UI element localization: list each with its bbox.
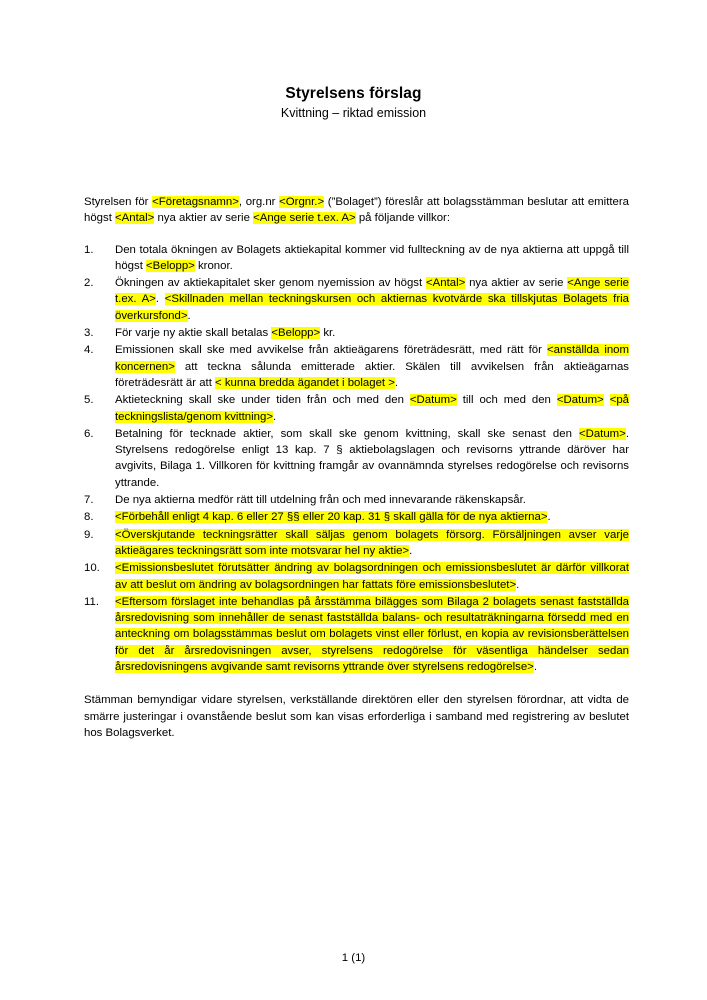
highlighted-placeholder: <Belopp> bbox=[271, 327, 321, 340]
clause-item bbox=[84, 594, 629, 675]
page-number: 1 (1) bbox=[341, 952, 366, 964]
highlighted-placeholder: <Antal> bbox=[425, 277, 466, 290]
highlighted-placeholder: <Ange serie t.ex. A> bbox=[253, 212, 356, 225]
clause-text: <Förbehåll enligt 4 kap. 6 eller 27 §§ eller 20 kap. 31 § skall gälla för de nya aktierna>. bbox=[115, 511, 551, 524]
highlighted-placeholder: < kunna bredda ägandet i bolaget > bbox=[215, 376, 395, 389]
page-title: Styrelsens förslag bbox=[285, 85, 422, 102]
clause-text: <Eftersom förslaget inte behandlas på årsstämma bilägges som Bilaga 2 bolagets senast fastställda årsredovisning som innehåller de senast fastställda balans- och resultaträkningarna försedd med en anteckning om bolagsstämmas beslut om bolagets vinst eller förlust, en kopia av revisionsberättelsen för det år årsredovisningen avser, styrelsens redogörelse för väsentliga händelser sedan årsredovisningens avgivande samt revisorns yttrande över styrelsens redogörelse>. bbox=[115, 595, 629, 674]
highlighted-placeholder: <Förbehåll enligt 4 kap. 6 eller 27 §§ eller 20 kap. 31 § skall gälla för de nya aktierna> bbox=[115, 511, 548, 524]
clause-item bbox=[84, 426, 629, 491]
highlighted-placeholder: <Skillnaden mellan teckningskursen och aktiernas kvotvärde ska tillskjutas Bolagets fria överkursfond> bbox=[115, 293, 629, 322]
clause-item bbox=[84, 527, 629, 560]
clause-text: Den totala ökningen av Bolagets aktiekapital kommer vid fullteckning av de nya aktierna att uppgå till högst <Belopp> kronor. bbox=[115, 243, 629, 272]
highlighted-placeholder: <Eftersom förslaget inte behandlas på årsstämma bilägges som Bilaga 2 bolagets senast fastställda årsredovisning som innehåller de senast fastställda balans- och resultaträkningarna försedd med en anteckning om bolagsstämmas beslut om bolagets vinst eller förlust, en kopia av revisionsberättelsen för det år årsredovisningen avser, styrelsens redogörelse för väsentliga händelser sedan årsredovisningens avgivande samt revisorns yttrande över styrelsens redogörelse> bbox=[115, 595, 629, 674]
clause-number: 10. bbox=[84, 562, 100, 575]
highlighted-placeholder: <Överskjutande teckningsrätter skall säljas genom bolagets försorg. Försäljningen avser varje aktieägares teckningsrätt som inte motsvarar hel ny aktie> bbox=[115, 528, 629, 557]
clause-item bbox=[84, 560, 629, 593]
clause-text: <Överskjutande teckningsrätter skall säljas genom bolagets försorg. Försäljningen avser varje aktieägares teckningsrätt som inte motsvarar hel ny aktie>. bbox=[115, 528, 629, 557]
clause-number: 3. bbox=[84, 327, 94, 340]
clause-item bbox=[84, 325, 629, 341]
clause-number: 11. bbox=[84, 595, 99, 608]
clause-text: Emissionen skall ske med avvikelse från aktieägarens företrädesrätt, med rätt för <anställda inom koncernen> att teckna sålunda emitterade aktier. Skälen till avvikelsen från aktieägarnas företrädesrätt är att < kunna bredda ägandet i bolaget >. bbox=[115, 344, 630, 389]
clause-number: 1. bbox=[84, 243, 94, 256]
clause-text: För varje ny aktie skall betalas <Belopp> kr. bbox=[115, 327, 336, 340]
document-body bbox=[0, 194, 707, 741]
clause-number: 2. bbox=[84, 277, 94, 290]
clause-number: 6. bbox=[84, 427, 94, 440]
clause-text: Aktieteckning skall ske under tiden från och med den <Datum> till och med den <Datum> <på teckningslista/genom kvittning>. bbox=[115, 394, 630, 423]
highlighted-placeholder: <Ange serie t.ex. A> bbox=[115, 277, 630, 306]
highlighted-placeholder: <Orgnr.> bbox=[279, 196, 325, 208]
clause-list bbox=[84, 242, 629, 676]
page-subtitle: Kvittning – riktad emission bbox=[280, 106, 427, 121]
clause-text: <Emissionsbeslutet förutsätter ändring av bolagsordningen och emissionsbeslutet är därför villkorat av att beslut om ändring av bolagsordningen har fattats före emissionsbeslutet>. bbox=[115, 562, 629, 591]
document-header bbox=[0, 84, 707, 122]
clause-text: De nya aktierna medför rätt till utdelning från och med innevarande räkenskapsår. bbox=[115, 494, 526, 507]
clause-number: 7. bbox=[84, 494, 94, 507]
clause-text: Betalning för tecknade aktier, som skall ske genom kvittning, skall ske senast den <Datum>. Styrelsens redogörelse enligt 13 kap. 7 § aktiebolagslagen och revisorns yttrande däröver har avgivits, Bilaga 1. Villkoren för kvittning framgår av ovannämnda styrelses redogörelse och revisorns yttrande. bbox=[115, 427, 629, 489]
clause-item bbox=[84, 342, 629, 391]
highlighted-placeholder: <Emissionsbeslutet förutsätter ändring av bolagsordningen och emissionsbeslutet är därför villkorat av att beslut om ändring av bolagsordningen har fattats före emissionsbeslutet> bbox=[115, 562, 629, 591]
highlighted-placeholder: <Datum> bbox=[556, 394, 604, 407]
highlighted-placeholder: <Företagsnamn> bbox=[152, 196, 239, 208]
clause-number: 5. bbox=[84, 394, 94, 407]
clause-item bbox=[84, 492, 629, 508]
highlighted-placeholder: <på teckningslista/genom kvittning> bbox=[115, 394, 630, 423]
highlighted-placeholder: <Datum> bbox=[409, 394, 457, 407]
clause-item bbox=[84, 392, 629, 425]
clause-item bbox=[84, 509, 629, 525]
highlighted-placeholder: <Datum> bbox=[578, 427, 626, 440]
intro-paragraph: Styrelsen för <Företagsnamn>, org.nr <Orgnr.> (”Bolaget”) föreslår att bolagsstämman beslutar att emittera högst <Antal> nya aktier av serie <Ange serie t.ex. A> på följande villkor: bbox=[84, 196, 629, 225]
clause-number: 8. bbox=[84, 511, 94, 524]
clause-text: Ökningen av aktiekapitalet sker genom nyemission av högst <Antal> nya aktier av serie <Ange serie t.ex. A>. <Skillnaden mellan teckningskursen och aktiernas kvotvärde ska tillskjutas Bolagets fria överkursfond>. bbox=[115, 277, 630, 322]
clause-number: 9. bbox=[84, 528, 94, 541]
highlighted-placeholder: <Belopp> bbox=[146, 259, 195, 272]
highlighted-placeholder: <Antal> bbox=[115, 212, 155, 225]
highlighted-placeholder: <anställda inom koncernen> bbox=[115, 344, 630, 373]
clause-item bbox=[84, 242, 629, 275]
clause-number: 4. bbox=[84, 344, 94, 357]
closing-paragraph: Stämman bemyndigar vidare styrelsen, verkställande direktören eller den styrelsen förordnar, att vidta de smärre justeringar i ovanstående beslut som kan visas erforderliga i samband med registrering av beslutet hos Bolagsverket. bbox=[84, 694, 629, 739]
clause-item bbox=[84, 275, 629, 324]
